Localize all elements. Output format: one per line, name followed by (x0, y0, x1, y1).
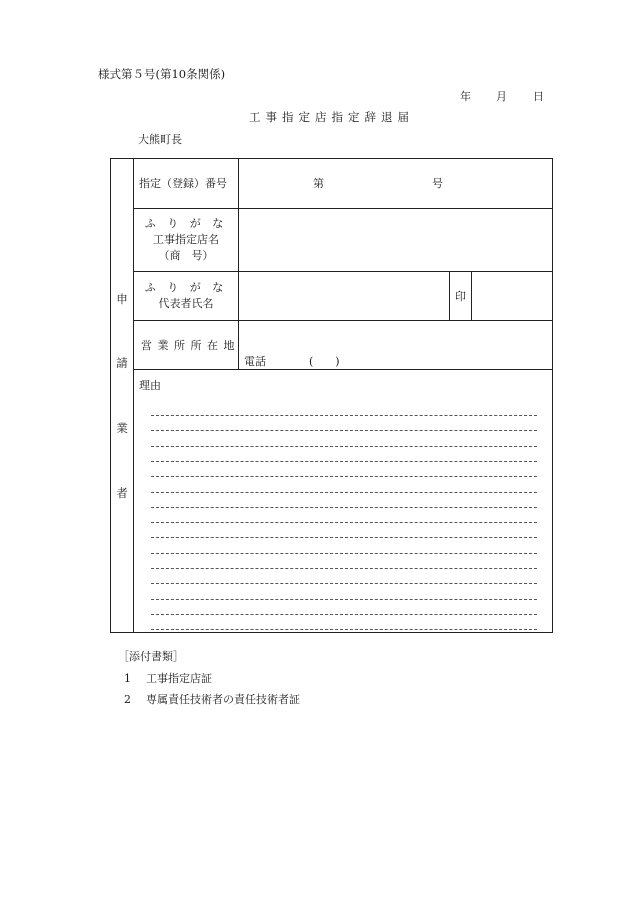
representative-name-field[interactable] (239, 272, 449, 320)
attachment-item (124, 691, 300, 707)
applicant-label-char-3: 業 (116, 421, 128, 435)
date-year-label: 年 (460, 90, 471, 103)
shop-name-field[interactable] (239, 209, 552, 271)
reason-dotted-line (151, 537, 537, 538)
application-form-table (110, 158, 553, 633)
attachment-number: 2 (124, 693, 131, 706)
attachments-heading: ［添付書類］ (118, 650, 184, 663)
reason-dotted-line (151, 507, 537, 508)
office-address-label: 営 業 所 所 在 地 (141, 339, 236, 352)
shop-name-label: 工事指定店名 (153, 233, 219, 246)
document-title: 工事指定店指定辞退届 (249, 110, 414, 124)
reason-dotted-line (151, 599, 537, 600)
representative-furigana: ふ り が な (144, 281, 228, 294)
reason-dotted-line (151, 583, 537, 584)
addressee: 大熊町長 (138, 133, 182, 146)
applicant-label-char-4: 者 (116, 486, 128, 500)
row-divider (133, 369, 552, 370)
reason-dotted-line (151, 461, 537, 462)
reason-dotted-line (151, 476, 537, 477)
registration-number-label: 指定（登録）番号 (139, 177, 227, 190)
registration-number-prefix[interactable]: 第 (313, 177, 324, 190)
seal-divider-right (471, 271, 472, 320)
reason-dotted-line (151, 492, 537, 493)
date-month-label: 月 (496, 90, 507, 103)
attachment-text: 工事指定店証 (146, 672, 212, 685)
reason-dotted-line (151, 430, 537, 431)
registration-number-suffix: 号 (432, 177, 443, 190)
phone-label: 電話 (244, 355, 266, 368)
reason-dotted-line (151, 568, 537, 569)
trade-name-label: （商 号） (158, 249, 214, 262)
representative-name-label: 代表者氏名 (158, 297, 214, 310)
reason-dotted-line (151, 446, 537, 447)
applicant-label-char-2: 請 (116, 356, 128, 370)
reason-dotted-line (151, 415, 537, 416)
reason-dotted-line (151, 629, 537, 630)
applicant-label-char-1: 申 (116, 292, 128, 306)
attachment-number: 1 (124, 672, 131, 685)
attachment-item (124, 670, 212, 686)
reason-dotted-line (151, 614, 537, 615)
reason-label: 理由 (139, 379, 161, 392)
form-number: 様式第５号(第10条関係) (98, 67, 226, 81)
reason-dotted-line (151, 522, 537, 523)
office-address-field[interactable] (239, 321, 552, 351)
phone-parens[interactable]: ( ) (309, 355, 340, 368)
date-day-label: 日 (533, 90, 544, 103)
attachment-text: 専属責任技術者の責任技術者証 (146, 693, 300, 706)
shop-name-furigana: ふ り が な (144, 217, 228, 230)
seal-mark: 印 (455, 290, 466, 303)
reason-dotted-line (151, 553, 537, 554)
